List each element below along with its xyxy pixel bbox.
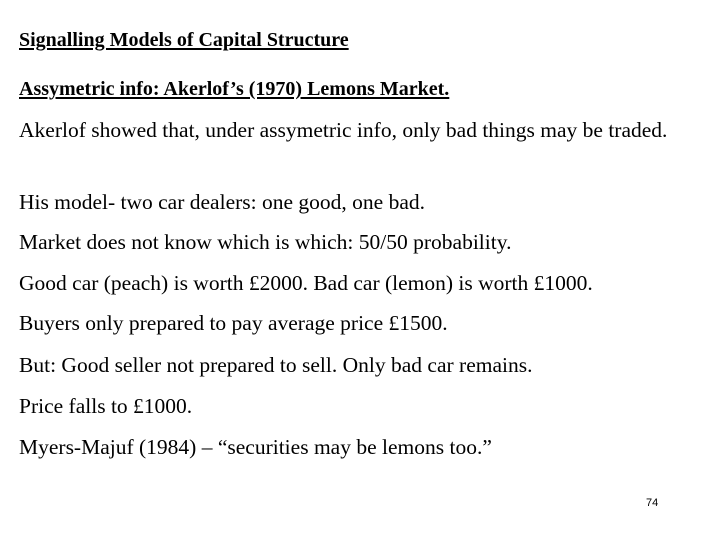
body-paragraph: Akerlof showed that, under assymetric info, only bad things may be traded. xyxy=(19,118,668,142)
body-paragraph: Good car (peach) is worth £2000. Bad car (lemon) is worth £1000. xyxy=(19,271,593,295)
body-paragraph: His model- two car dealers: one good, one bad. xyxy=(19,190,425,214)
body-paragraph: But: Good seller not prepared to sell. Only bad car remains. xyxy=(19,353,533,377)
slide-subtitle: Assymetric info: Akerlof’s (1970) Lemons Market. xyxy=(19,78,450,100)
body-paragraph: Myers-Majuf (1984) – “securities may be lemons too.” xyxy=(19,435,492,459)
body-paragraph: Price falls to £1000. xyxy=(19,394,193,418)
body-paragraph: Buyers only prepared to pay average price £1500. xyxy=(19,311,448,335)
page-number: 74 xyxy=(646,497,659,509)
slide-title: Signalling Models of Capital Structure xyxy=(19,29,349,51)
body-paragraph: Market does not know which is which: 50/50 probability. xyxy=(19,230,512,254)
